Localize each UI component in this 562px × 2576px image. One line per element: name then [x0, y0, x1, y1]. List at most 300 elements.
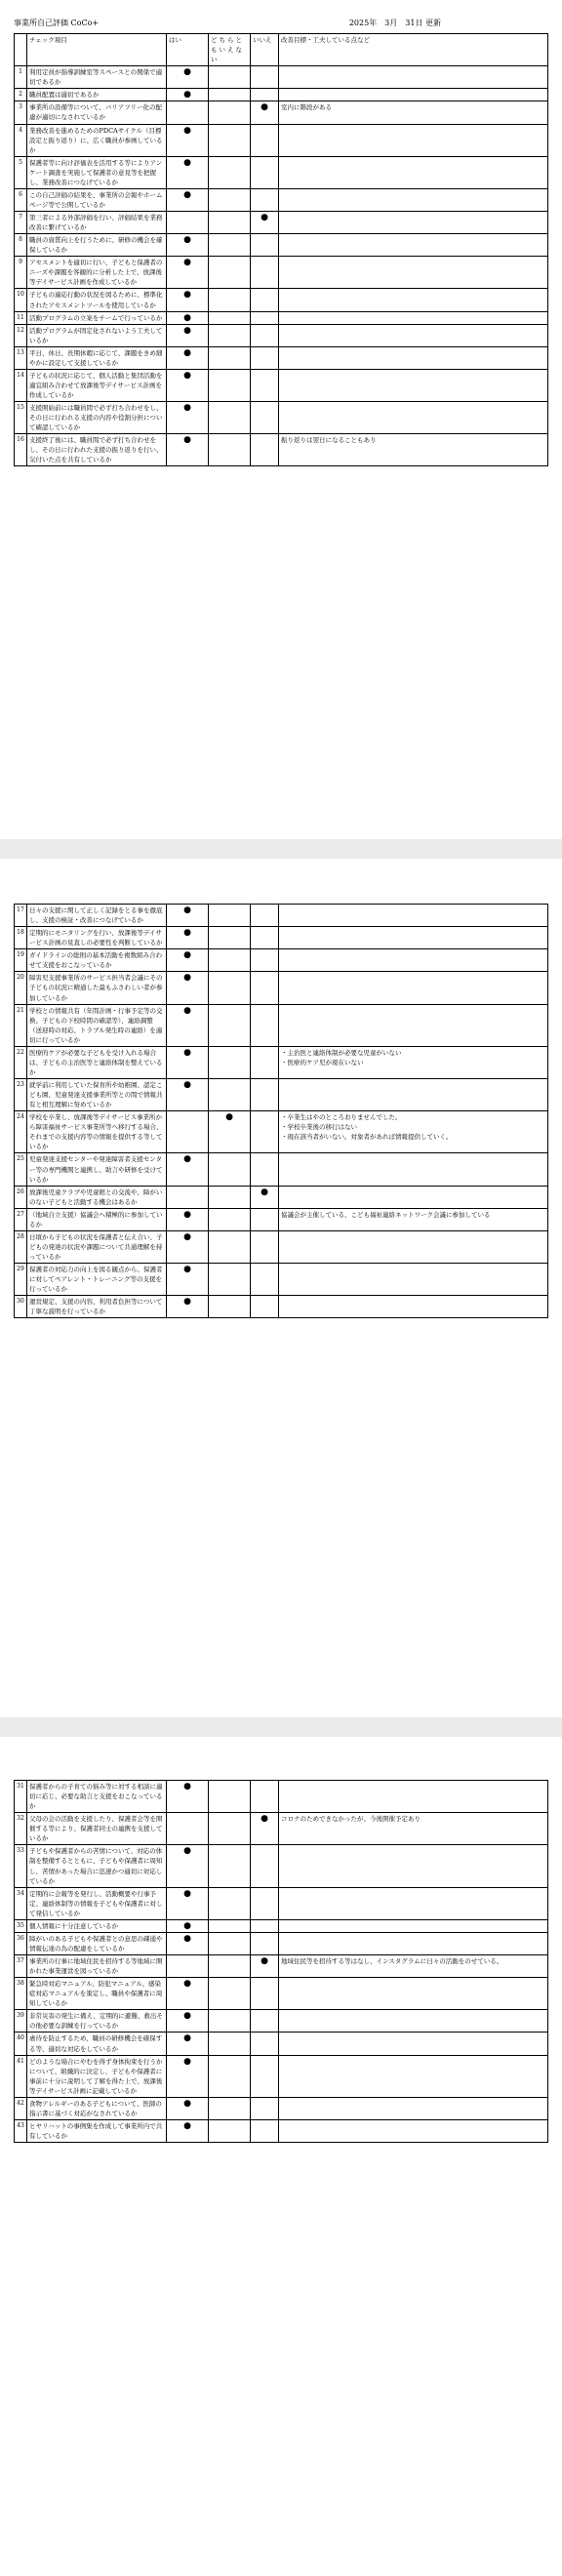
answer-neither-cell	[209, 402, 251, 434]
check-item: 定期的に会報等を発行し、活動概要や行事予定、連絡体制等の情報を子どもや保護者に対して発信しているか	[27, 1887, 167, 1919]
answer-no-cell	[251, 1264, 279, 1296]
table-row	[15, 124, 548, 156]
improvement-note	[279, 156, 548, 188]
improvement-note	[279, 1296, 548, 1318]
improvement-note: 室内に階段がある	[279, 101, 548, 124]
answer-yes-cell	[167, 905, 209, 927]
answer-yes-cell	[167, 212, 209, 234]
row-number: 33	[15, 1845, 27, 1887]
answer-yes-cell	[167, 927, 209, 949]
answer-no-cell	[251, 2097, 279, 2119]
answer-no-cell	[251, 369, 279, 401]
row-number: 38	[15, 1978, 27, 2010]
improvement-note	[279, 1919, 548, 1932]
answer-no-cell	[251, 2055, 279, 2097]
answer-no-cell	[251, 2033, 279, 2055]
check-item: 職員の資質向上を行うために、研修の機会を確保しているか	[27, 234, 167, 257]
selected-mark: ●	[183, 370, 191, 381]
answer-yes-cell	[167, 1845, 209, 1887]
row-number: 32	[15, 1813, 27, 1845]
answer-no-cell	[251, 2119, 279, 2142]
answer-yes-cell	[167, 1046, 209, 1078]
answer-neither-cell	[209, 212, 251, 234]
header-item: チェック項目	[27, 34, 167, 66]
answer-neither-cell	[209, 2119, 251, 2142]
answer-yes-cell	[167, 949, 209, 972]
answer-neither-cell	[209, 124, 251, 156]
improvement-note	[279, 1932, 548, 1954]
selected-mark: ●	[183, 435, 191, 446]
row-number: 30	[15, 1296, 27, 1318]
answer-neither-cell	[209, 1955, 251, 1978]
table-row	[15, 188, 548, 211]
table-row	[15, 972, 548, 1004]
answer-no-cell	[251, 972, 279, 1004]
answer-neither-cell	[209, 257, 251, 289]
answer-no-cell	[251, 927, 279, 949]
document-page-3	[0, 1737, 562, 2576]
row-number: 27	[15, 1208, 27, 1230]
table-row	[15, 1932, 548, 1954]
row-number: 17	[15, 905, 27, 927]
selected-mark: ●	[183, 1782, 191, 1791]
selected-mark: ●	[183, 189, 191, 200]
check-item: 日々の支援に関して正しく記録をとる事を徹底し、支援の検証・改善につなげているか	[27, 905, 167, 927]
answer-yes-cell	[167, 289, 209, 311]
check-item: 父母の会の活動を支援したり、保護者会等を開催する等により、保護者同士の連携を支援しているか	[27, 1813, 167, 1845]
improvement-note	[279, 2097, 548, 2119]
answer-no-cell	[251, 346, 279, 369]
answer-neither-cell	[209, 101, 251, 124]
selected-mark: ●	[183, 290, 191, 301]
answer-no-cell	[251, 1296, 279, 1318]
answer-no-cell	[251, 1845, 279, 1887]
answer-no-cell	[251, 1046, 279, 1078]
table-row	[15, 1208, 548, 1230]
answer-no-cell	[251, 156, 279, 188]
row-number: 3	[15, 101, 27, 124]
table-row	[15, 1079, 548, 1111]
improvement-note	[279, 905, 548, 927]
answer-yes-cell	[167, 1813, 209, 1845]
check-item: 支援開始前には職員間で必ず打ち合わせをし、その日に行われる支援の内容や役割分担について確認しているか	[27, 402, 167, 434]
improvement-note	[279, 89, 548, 101]
selected-mark: ●	[183, 90, 191, 101]
table-row	[15, 2010, 548, 2033]
improvement-note	[279, 1887, 548, 1919]
answer-yes-cell	[167, 1186, 209, 1208]
table-row	[15, 2033, 548, 2055]
check-item: 学校との情報共有（年間計画・行事予定等の交換、子どもの下校時間の確認等）、連絡調整（送迎時の対応、トラブル発生時の連絡）を適切に行っているか	[27, 1004, 167, 1046]
answer-no-cell	[251, 66, 279, 89]
row-number: 20	[15, 972, 27, 1004]
check-item: 支援終了後には、職員間で必ず打ち合わせをし、その日に行われた支援の振り返りを行い、気付いた点を共有しているか	[27, 434, 167, 466]
header-neither: どちらともいえない	[209, 34, 251, 66]
answer-no-cell	[251, 289, 279, 311]
row-number: 6	[15, 188, 27, 211]
improvement-note	[279, 346, 548, 369]
answer-yes-cell	[167, 1978, 209, 2010]
check-item: 活動プログラムが固定化されないよう工夫しているか	[27, 324, 167, 346]
answer-neither-cell	[209, 905, 251, 927]
evaluation-table-3	[14, 1780, 548, 2143]
page-separator	[0, 1717, 562, 1737]
answer-yes-cell	[167, 324, 209, 346]
answer-neither-cell	[209, 1046, 251, 1078]
table-row	[15, 101, 548, 124]
selected-mark: ●	[225, 1112, 233, 1123]
row-number: 23	[15, 1079, 27, 1111]
row-number: 43	[15, 2119, 27, 2142]
check-item: 子どもの適応行動の状況を図るために、標準化されたアセスメントツールを使用しているか	[27, 289, 167, 311]
check-item: ヒヤリハットの事例集を作成して事業所内で共有しているか	[27, 2119, 167, 2142]
answer-yes-cell	[167, 972, 209, 1004]
improvement-note	[279, 1186, 548, 1208]
check-item: 子どもや保護者からの苦情について、対応の体制を整備するとともに、子どもや保護者に周知し、苦情があった場合に迅速かつ適切に対応しているか	[27, 1845, 167, 1887]
selected-mark: ●	[183, 1979, 191, 1990]
table-row	[15, 234, 548, 257]
answer-neither-cell	[209, 346, 251, 369]
selected-mark: ●	[183, 1933, 191, 1944]
check-item: 子どもの状況に応じて、個人活動と集団活動を適宜組み合わせて放課後等デイサービス計画を作成しているか	[27, 369, 167, 401]
answer-yes-cell	[167, 369, 209, 401]
row-number: 5	[15, 156, 27, 188]
answer-neither-cell	[209, 1781, 251, 1813]
answer-no-cell	[251, 212, 279, 234]
table-row	[15, 1919, 548, 1932]
answer-neither-cell	[209, 2010, 251, 2033]
selected-mark: ●	[183, 347, 191, 358]
document-page-1	[0, 0, 562, 839]
check-item: 平日、休日、長期休暇に応じて、課題をきめ細やかに設定して支援しているか	[27, 346, 167, 369]
selected-mark: ●	[183, 312, 191, 323]
answer-yes-cell	[167, 1264, 209, 1296]
table-row	[15, 324, 548, 346]
table-row	[15, 2119, 548, 2142]
table-row	[15, 905, 548, 927]
answer-no-cell	[251, 905, 279, 927]
table-row	[15, 1887, 548, 1919]
row-number: 26	[15, 1186, 27, 1208]
answer-yes-cell	[167, 1887, 209, 1919]
answer-no-cell	[251, 1919, 279, 1932]
answer-no-cell	[251, 1186, 279, 1208]
row-number: 36	[15, 1932, 27, 1954]
selected-mark: ●	[183, 950, 191, 961]
check-item: 非常災害の発生に備え、定期的に避難、救出その他必要な訓練を行っているか	[27, 2010, 167, 2033]
table-row	[15, 1781, 548, 1813]
row-number: 24	[15, 1111, 27, 1153]
answer-neither-cell	[209, 234, 251, 257]
selected-mark: ●	[183, 2056, 191, 2067]
selected-mark: ●	[183, 1209, 191, 1220]
answer-yes-cell	[167, 156, 209, 188]
answer-no-cell	[251, 1813, 279, 1845]
check-item: 個人情報に十分注意しているか	[27, 1919, 167, 1932]
row-number: 14	[15, 369, 27, 401]
table-row	[15, 2055, 548, 2097]
answer-yes-cell	[167, 234, 209, 257]
answer-yes-cell	[167, 1230, 209, 1263]
answer-neither-cell	[209, 1079, 251, 1111]
table-row	[15, 1813, 548, 1845]
answer-neither-cell	[209, 1153, 251, 1186]
answer-yes-cell	[167, 2055, 209, 2097]
check-item: 虐待を防止するため、職員の研修機会を確保する等、適切な対応をしているか	[27, 2033, 167, 2055]
answer-yes-cell	[167, 1955, 209, 1978]
table-row	[15, 949, 548, 972]
update-date: 2025年 3月 31日 更新	[348, 19, 441, 27]
answer-neither-cell	[209, 1296, 251, 1318]
row-number: 13	[15, 346, 27, 369]
improvement-note	[279, 324, 548, 346]
answer-no-cell	[251, 1781, 279, 1813]
answer-yes-cell	[167, 1111, 209, 1153]
improvement-note: 地域住民等を招待する等はなし、インスタグラムに日々の活動をのせている。	[279, 1955, 548, 1978]
answer-yes-cell	[167, 1781, 209, 1813]
table-row	[15, 1111, 548, 1153]
check-item: 障がいのある子どもや保護者との意思の疎通や情報伝達の為の配慮をしているか	[27, 1932, 167, 1954]
improvement-note	[279, 1781, 548, 1813]
check-item: （地域自立支援）協議会へ積極的に参加しているか	[27, 1208, 167, 1230]
improvement-note	[279, 289, 548, 311]
answer-no-cell	[251, 1111, 279, 1153]
answer-no-cell	[251, 311, 279, 324]
selected-mark: ●	[183, 1265, 191, 1275]
answer-neither-cell	[209, 1004, 251, 1046]
table-row	[15, 1296, 548, 1318]
table-row	[15, 1978, 548, 2010]
answer-no-cell	[251, 89, 279, 101]
row-number: 12	[15, 324, 27, 346]
check-item: ガイドラインの総則の基本活動を複数組み合わせて支援をおこなっているか	[27, 949, 167, 972]
header-note: 改善目標・工夫している点など	[279, 34, 548, 66]
answer-yes-cell	[167, 1208, 209, 1230]
check-item: どのような場合にやむを得ず身体拘束を行うかについて、組織的に決定し、子どもや保護者に事前に十分に説明して了解を得た上で、放課後等デイサービス計画に記載しているか	[27, 2055, 167, 2097]
improvement-note	[279, 369, 548, 401]
selected-mark: ●	[261, 1956, 268, 1966]
row-number: 25	[15, 1153, 27, 1186]
table-row	[15, 346, 548, 369]
selected-mark: ●	[183, 1047, 191, 1058]
selected-mark: ●	[183, 1154, 191, 1165]
row-number: 9	[15, 257, 27, 289]
row-number: 15	[15, 402, 27, 434]
answer-no-cell	[251, 101, 279, 124]
row-number: 1	[15, 66, 27, 89]
improvement-note	[279, 311, 548, 324]
selected-mark: ●	[183, 1920, 191, 1931]
check-item: 定期的にモニタリングを行い、放課後等デイサービス計画の見直しの必要性を判断しているか	[27, 927, 167, 949]
table-row	[15, 1046, 548, 1078]
row-number: 42	[15, 2097, 27, 2119]
row-number: 40	[15, 2033, 27, 2055]
answer-neither-cell	[209, 1932, 251, 1954]
check-item: 放課後児童クラブや児童館との交流や、障がいのない子どもと活動する機会はあるか	[27, 1186, 167, 1208]
answer-yes-cell	[167, 89, 209, 101]
table-row	[15, 434, 548, 466]
check-item: 緊急時対応マニュアル、防犯マニュアル、感染症対応マニュアルを策定し、職員や保護者に周知しているか	[27, 1978, 167, 2010]
table-row	[15, 927, 548, 949]
answer-neither-cell	[209, 1208, 251, 1230]
row-number: 11	[15, 311, 27, 324]
check-item: 事業所の設備等について、バリアフリー化の配慮が適切になされているか	[27, 101, 167, 124]
improvement-note	[279, 949, 548, 972]
answer-neither-cell	[209, 2055, 251, 2097]
row-number: 8	[15, 234, 27, 257]
answer-neither-cell	[209, 66, 251, 89]
answer-neither-cell	[209, 1111, 251, 1153]
row-number: 18	[15, 927, 27, 949]
check-item: 活動プログラムの立案をチームで行っているか	[27, 311, 167, 324]
check-item: アセスメントを適切に行い、子どもと保護者のニーズや課題を客観的に分析した上で、放課後等デイサービス計画を作成しているか	[27, 257, 167, 289]
answer-no-cell	[251, 124, 279, 156]
row-number: 39	[15, 2010, 27, 2033]
improvement-note	[279, 2033, 548, 2055]
answer-yes-cell	[167, 188, 209, 211]
answer-no-cell	[251, 402, 279, 434]
answer-no-cell	[251, 1230, 279, 1263]
table-row	[15, 289, 548, 311]
selected-mark: ●	[183, 906, 191, 915]
selected-mark: ●	[183, 325, 191, 336]
check-item: 運営規定、支援の内容、利用者負担等について丁寧な説明を行っているか	[27, 1296, 167, 1318]
header-yes: はい	[167, 34, 209, 66]
check-item: 保護者からの子育ての悩み等に対する相談に適切に応じ、必要な助言と支援をおこなっているか	[27, 1781, 167, 1813]
table-row	[15, 402, 548, 434]
header-number	[15, 34, 27, 66]
answer-neither-cell	[209, 1845, 251, 1887]
page-header	[14, 18, 548, 31]
table-row	[15, 156, 548, 188]
answer-neither-cell	[209, 156, 251, 188]
answer-yes-cell	[167, 2097, 209, 2119]
improvement-note	[279, 257, 548, 289]
answer-neither-cell	[209, 972, 251, 1004]
answer-neither-cell	[209, 1186, 251, 1208]
answer-yes-cell	[167, 1919, 209, 1932]
answer-no-cell	[251, 188, 279, 211]
row-number: 37	[15, 1955, 27, 1978]
answer-no-cell	[251, 1932, 279, 1954]
answer-yes-cell	[167, 257, 209, 289]
evaluation-table-2	[14, 904, 548, 1318]
table-row	[15, 257, 548, 289]
check-item: 医療的ケアが必要な子どもを受け入れる場合は、子どもの主治医等と連絡体制を整えているか	[27, 1046, 167, 1078]
improvement-note: コロナのためできなかったが、今後開催予定あり	[279, 1813, 548, 1845]
answer-yes-cell	[167, 1932, 209, 1954]
answer-yes-cell	[167, 2033, 209, 2055]
check-item: 第三者による外部評価を行い、評価結果を業務改善に繋げているか	[27, 212, 167, 234]
answer-yes-cell	[167, 66, 209, 89]
improvement-note	[279, 2119, 548, 2142]
answer-no-cell	[251, 1208, 279, 1230]
improvement-note	[279, 927, 548, 949]
check-item: 業務改善を進めるためのPDCAサイクル（目標設定と振り返り）に、広く職員が参画しているか	[27, 124, 167, 156]
check-item: 保護者の対応力の向上を図る観点から、保護者に対してペアレント・トレーニング等の支援を行っているか	[27, 1264, 167, 1296]
answer-yes-cell	[167, 1153, 209, 1186]
selected-mark: ●	[183, 403, 191, 414]
answer-no-cell	[251, 1153, 279, 1186]
answer-neither-cell	[209, 1978, 251, 2010]
improvement-note	[279, 234, 548, 257]
answer-yes-cell	[167, 1079, 209, 1111]
improvement-note	[279, 1845, 548, 1887]
answer-neither-cell	[209, 2033, 251, 2055]
improvement-note: 協議会が主催している、こども福祉連絡ネットワーク会議に参加している	[279, 1208, 548, 1230]
improvement-note	[279, 2055, 548, 2097]
row-number: 28	[15, 1230, 27, 1263]
table-row	[15, 1845, 548, 1887]
selected-mark: ●	[261, 1814, 268, 1825]
answer-no-cell	[251, 234, 279, 257]
improvement-note	[279, 1153, 548, 1186]
answer-no-cell	[251, 257, 279, 289]
answer-yes-cell	[167, 346, 209, 369]
table-row	[15, 1186, 548, 1208]
answer-no-cell	[251, 2010, 279, 2033]
answer-no-cell	[251, 434, 279, 466]
table-row	[15, 212, 548, 234]
answer-no-cell	[251, 1978, 279, 2010]
answer-neither-cell	[209, 289, 251, 311]
check-item: 日頃から子どもの状況を保護者と伝え合い、子どもの発達の状況や課題について共通理解を持っているか	[27, 1230, 167, 1263]
answer-neither-cell	[209, 2097, 251, 2119]
improvement-note: ・卒業生はやのところおりませんでした。 ・学校卒業後の移行はない ・現在該当者がいない。対象者があれば情報提供していく。	[279, 1111, 548, 1153]
improvement-note: ・主治医と連絡体制が必要な児童がいない ・医療的ケア児が現在いない	[279, 1046, 548, 1078]
selected-mark: ●	[183, 125, 191, 136]
check-item: 就学前に利用していた保育所や幼稚園、認定こども園、児童発達支援事業所等との間で情報共有と相互理解に努めているか	[27, 1079, 167, 1111]
answer-neither-cell	[209, 434, 251, 466]
answer-yes-cell	[167, 101, 209, 124]
answer-no-cell	[251, 1079, 279, 1111]
selected-mark: ●	[183, 1297, 191, 1308]
table-row	[15, 1264, 548, 1296]
answer-yes-cell	[167, 434, 209, 466]
improvement-note	[279, 1978, 548, 2010]
answer-neither-cell	[209, 1919, 251, 1932]
row-number: 2	[15, 89, 27, 101]
table-row	[15, 1955, 548, 1978]
row-number: 22	[15, 1046, 27, 1078]
answer-neither-cell	[209, 949, 251, 972]
row-number: 16	[15, 434, 27, 466]
table-row	[15, 369, 548, 401]
answer-neither-cell	[209, 927, 251, 949]
selected-mark: ●	[183, 1080, 191, 1090]
improvement-note	[279, 972, 548, 1004]
selected-mark: ●	[183, 1888, 191, 1899]
answer-yes-cell	[167, 2119, 209, 2142]
improvement-note	[279, 66, 548, 89]
table-row	[15, 66, 548, 89]
answer-neither-cell	[209, 311, 251, 324]
improvement-note	[279, 1079, 548, 1111]
check-item: 利用定員が指導訓練室等スペースとの関係で適切であるか	[27, 66, 167, 89]
answer-yes-cell	[167, 1004, 209, 1046]
selected-mark: ●	[261, 213, 268, 222]
row-number: 10	[15, 289, 27, 311]
selected-mark: ●	[183, 258, 191, 268]
improvement-note	[279, 212, 548, 234]
selected-mark: ●	[183, 2098, 191, 2109]
row-number: 35	[15, 1919, 27, 1932]
answer-neither-cell	[209, 188, 251, 211]
page-separator	[0, 839, 562, 859]
selected-mark: ●	[183, 2011, 191, 2022]
answer-yes-cell	[167, 2010, 209, 2033]
selected-mark: ●	[183, 235, 191, 246]
